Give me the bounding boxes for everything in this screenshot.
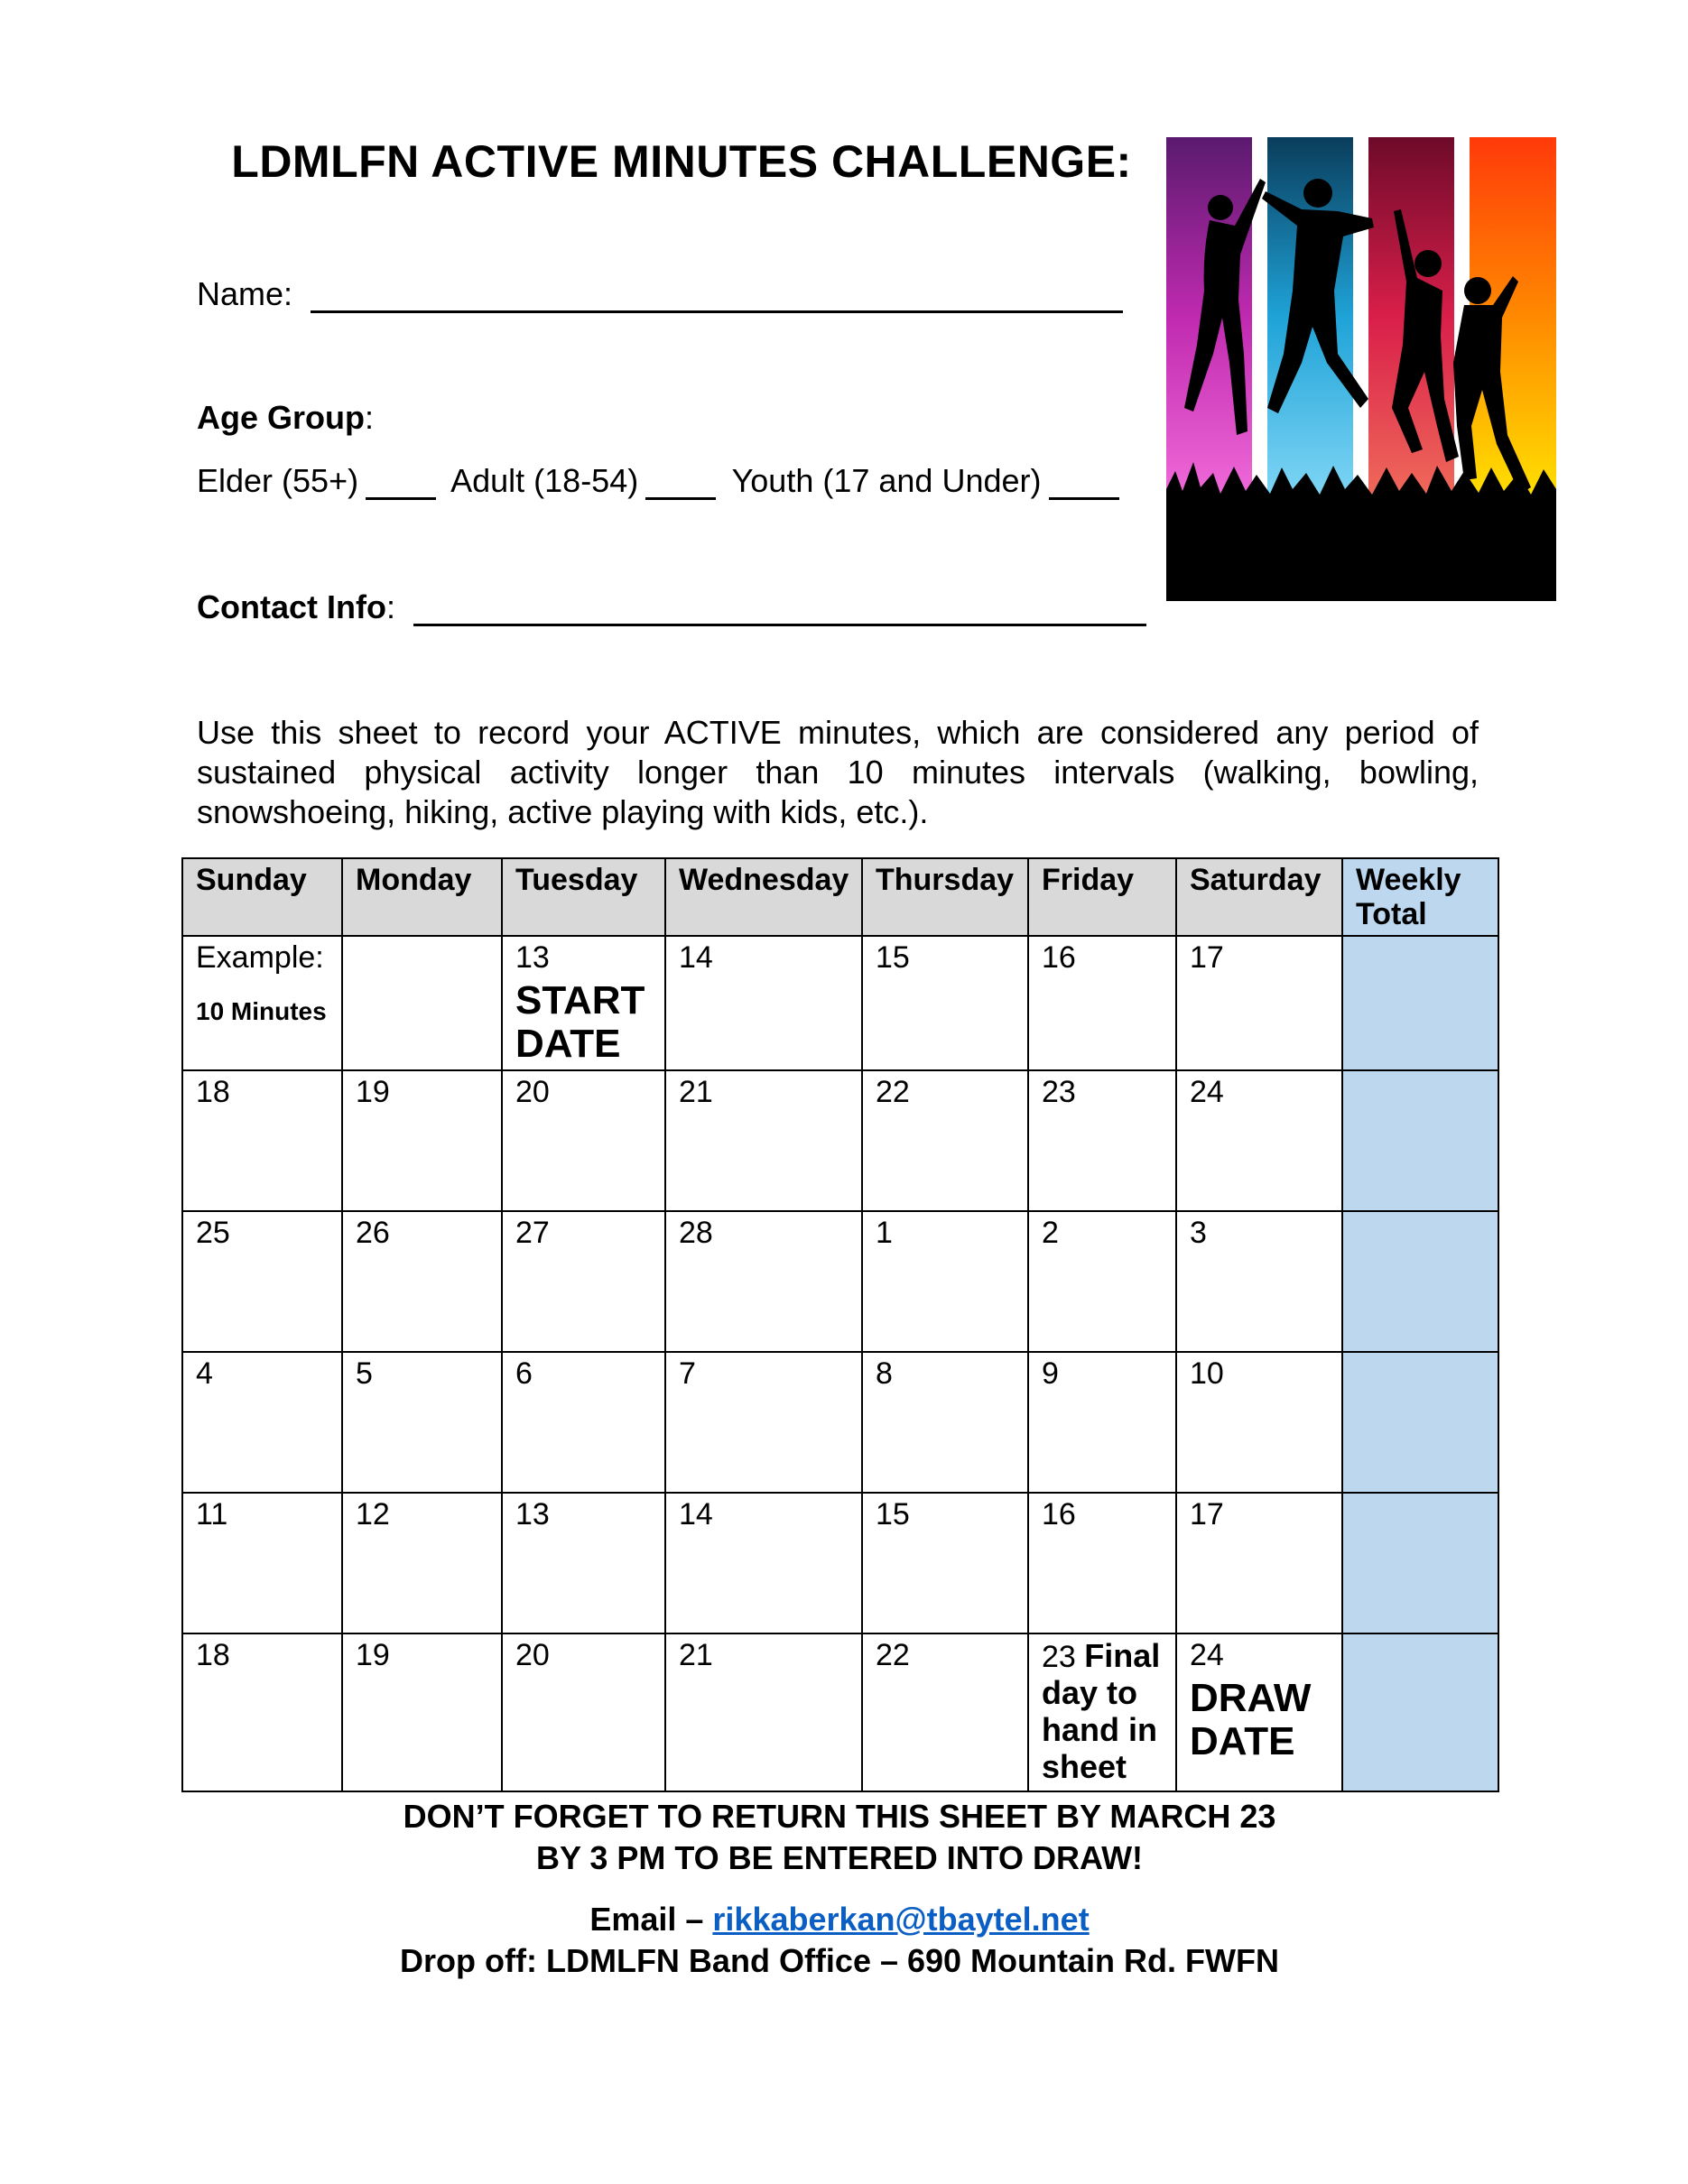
day-cell[interactable]: 19 bbox=[342, 1633, 502, 1791]
header-saturday: Saturday bbox=[1176, 858, 1342, 936]
example-cell bbox=[182, 936, 342, 1070]
day-cell[interactable]: 25 bbox=[182, 1211, 342, 1352]
day-cell[interactable]: 4 bbox=[182, 1352, 342, 1493]
jumping-people-silhouettes-icon bbox=[1166, 137, 1556, 601]
weekly-total-cell[interactable] bbox=[1342, 1493, 1498, 1633]
day-cell[interactable]: 20 bbox=[502, 1633, 665, 1791]
day-cell[interactable]: 16 bbox=[1028, 1493, 1176, 1633]
day-cell[interactable]: 11 bbox=[182, 1493, 342, 1633]
day-cell[interactable]: 3 bbox=[1176, 1211, 1342, 1352]
day-cell[interactable]: 10 bbox=[1176, 1352, 1342, 1493]
day-cell[interactable]: 13 bbox=[502, 1493, 665, 1633]
day-cell[interactable]: 21 bbox=[665, 1633, 862, 1791]
calendar-table bbox=[181, 857, 1499, 1792]
day-cell[interactable]: 22 bbox=[862, 1633, 1028, 1791]
day-cell[interactable]: 18 bbox=[182, 1070, 342, 1211]
day-cell[interactable]: 22 bbox=[862, 1070, 1028, 1211]
age-option-adult: Adult (18-54) bbox=[450, 462, 639, 499]
intro-text: Use this sheet to record your ACTIVE minutes, which are considered any period of sustained physical activity longer than 10 minutes intervals (walking, bowling, snowshoeing, hiking, active playing with kids, etc.). bbox=[197, 714, 1479, 830]
age-option-elder: Elder (55+) bbox=[197, 462, 359, 499]
day-cell[interactable]: 21 bbox=[665, 1070, 862, 1211]
name-field[interactable] bbox=[197, 275, 1123, 313]
day-cell[interactable]: 14 bbox=[665, 936, 862, 1070]
day-cell[interactable]: 6 bbox=[502, 1352, 665, 1493]
header-thursday: Thursday bbox=[862, 858, 1028, 936]
weekly-total-cell[interactable] bbox=[1342, 1211, 1498, 1352]
elder-blank[interactable] bbox=[366, 467, 436, 500]
table-row bbox=[182, 1633, 1498, 1791]
contact-footer bbox=[181, 1899, 1498, 1982]
day-cell[interactable]: 1 bbox=[862, 1211, 1028, 1352]
day-cell[interactable]: 16 bbox=[1028, 936, 1176, 1070]
table-row bbox=[182, 1493, 1498, 1633]
example-value: 10 Minutes bbox=[196, 997, 327, 1025]
table-row bbox=[182, 1211, 1498, 1352]
header-tuesday: Tuesday bbox=[502, 858, 665, 936]
header-monday: Monday bbox=[342, 858, 502, 936]
name-label: Name: bbox=[197, 275, 293, 312]
age-option-youth: Youth (17 and Under) bbox=[731, 462, 1042, 499]
day-cell[interactable]: 24 bbox=[1176, 1070, 1342, 1211]
final-day-label: Final day to hand in sheet bbox=[1042, 1637, 1161, 1785]
reminder-line-1: DON’T FORGET TO RETURN THIS SHEET BY MARCH 23 bbox=[403, 1798, 1276, 1835]
day-cell[interactable]: 15 bbox=[862, 936, 1028, 1070]
day-cell[interactable]: 14 bbox=[665, 1493, 862, 1633]
contact-field[interactable] bbox=[197, 588, 1146, 626]
contact-line[interactable] bbox=[413, 591, 1146, 626]
weekly-total-cell[interactable] bbox=[1342, 1633, 1498, 1791]
table-row bbox=[182, 1352, 1498, 1493]
day-cell[interactable]: 19 bbox=[342, 1070, 502, 1211]
day-cell[interactable]: 17 bbox=[1176, 1493, 1342, 1633]
day-cell[interactable]: 15 bbox=[862, 1493, 1028, 1633]
header-friday: Friday bbox=[1028, 858, 1176, 936]
page-title: LDMLFN ACTIVE MINUTES CHALLENGE: bbox=[231, 136, 1132, 187]
header-weekly-total: Weekly Total bbox=[1342, 858, 1498, 936]
day-cell[interactable]: 2 bbox=[1028, 1211, 1176, 1352]
youth-blank[interactable] bbox=[1049, 467, 1119, 500]
weekly-total-cell[interactable] bbox=[1342, 1352, 1498, 1493]
day-cell[interactable]: 18 bbox=[182, 1633, 342, 1791]
day-cell[interactable]: 8 bbox=[862, 1352, 1028, 1493]
reminder-line-2: BY 3 PM TO BE ENTERED INTO DRAW! bbox=[535, 1839, 1144, 1876]
weekly-total-cell[interactable] bbox=[1342, 1070, 1498, 1211]
day-cell[interactable]: 5 bbox=[342, 1352, 502, 1493]
day-cell-final[interactable]: 23 Final day to hand in sheet bbox=[1028, 1633, 1176, 1791]
header-sunday: Sunday bbox=[182, 858, 342, 936]
header-row bbox=[182, 858, 1498, 936]
day-cell[interactable]: 27 bbox=[502, 1211, 665, 1352]
dropoff-line: Drop off: LDMLFN Band Office – 690 Mountain Rd. FWFN bbox=[400, 1942, 1279, 1979]
contact-label: Contact Info: bbox=[197, 588, 395, 625]
day-cell[interactable]: 17 bbox=[1176, 936, 1342, 1070]
email-label: Email – bbox=[589, 1901, 704, 1938]
adult-blank[interactable] bbox=[645, 467, 716, 500]
day-cell[interactable]: 23 bbox=[1028, 1070, 1176, 1211]
reminder bbox=[181, 1796, 1498, 1879]
age-group-label: Age Group: bbox=[197, 399, 375, 436]
day-cell[interactable] bbox=[342, 936, 502, 1070]
day-cell[interactable]: 12 bbox=[342, 1493, 502, 1633]
start-date-label: START DATE bbox=[515, 978, 645, 1066]
example-label: Example: bbox=[196, 940, 324, 975]
table-row bbox=[182, 936, 1498, 1070]
header-wednesday: Wednesday bbox=[665, 858, 862, 936]
age-options bbox=[197, 462, 1127, 500]
day-cell[interactable]: 20 bbox=[502, 1070, 665, 1211]
day-cell[interactable]: 7 bbox=[665, 1352, 862, 1493]
table-row bbox=[182, 1070, 1498, 1211]
name-line[interactable] bbox=[311, 278, 1123, 313]
day-cell[interactable]: 9 bbox=[1028, 1352, 1176, 1493]
day-cell[interactable]: 28 bbox=[665, 1211, 862, 1352]
day-cell-start[interactable]: 13 START DATE bbox=[502, 936, 665, 1070]
weekly-total-cell[interactable] bbox=[1342, 936, 1498, 1070]
day-cell-draw[interactable]: 24 DRAW DATE bbox=[1176, 1633, 1342, 1791]
draw-date-label: DRAW DATE bbox=[1190, 1676, 1312, 1763]
day-cell[interactable]: 26 bbox=[342, 1211, 502, 1352]
email-link[interactable]: rikkaberkan@tbaytel.net bbox=[712, 1901, 1090, 1938]
email-line bbox=[181, 1899, 1498, 1940]
